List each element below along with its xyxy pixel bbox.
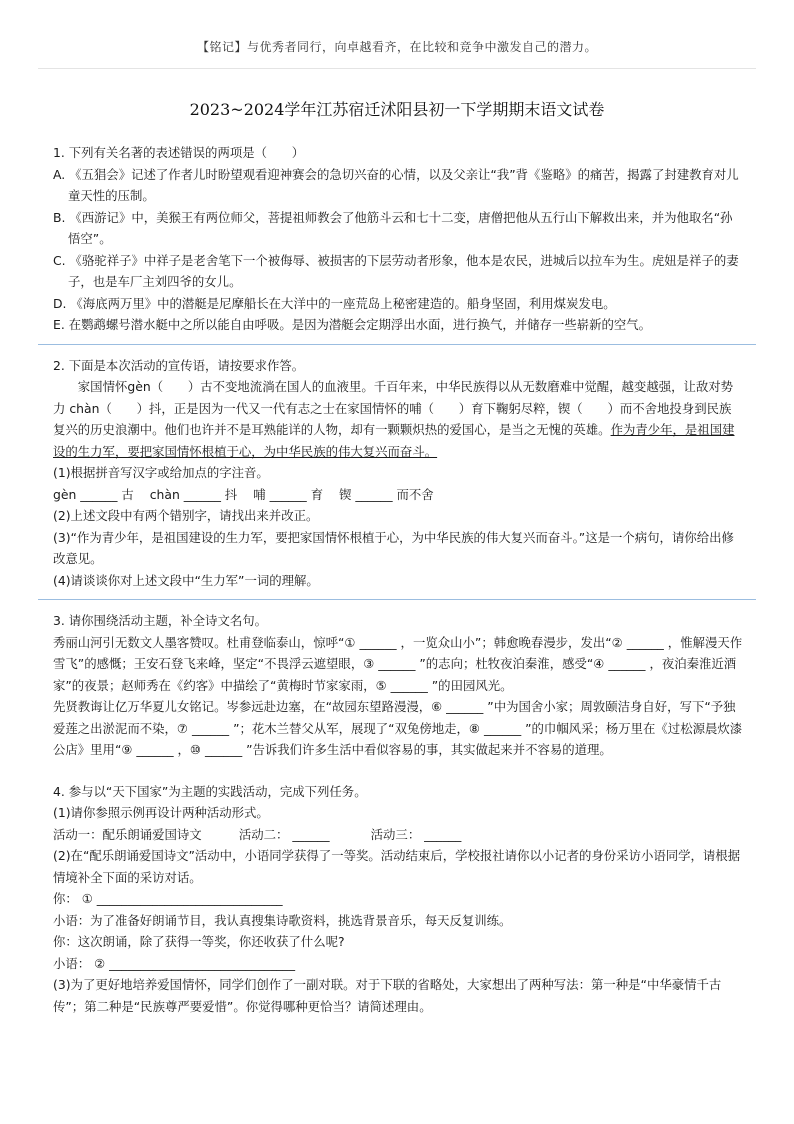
q4-sub3: (3)为了更好地培养爱国情怀，同学们创作了一副对联。对于下联的省略处，大家想出了两种写法：第一种是“中华豪情千古传”；第二种是“民族尊严要爱惜”。你觉得哪种更恰当？请简述理由。	[53, 977, 722, 1014]
q4-activities: 活动一：配乐朗诵爱国诗文 活动二： ______ 活动三： ______	[53, 826, 462, 842]
q2-fill-qie: 锲 ______ 而不舍	[339, 486, 434, 502]
q3-paragraph-2: 先贤教诲让亿万华夏儿女铭记。岑参远赴边塞，在“故园东望路漫漫，⑥ ______ ”中为国舍小家；周敦颐洁身自好，写下“予独爱莲之出淤泥而不染，⑦ ______ ”；花木兰替父从军，展现了“双兔傍地走，⑧ ______ ”的巾帼风采；杨万里在《过松源晨炊漆公店》里用“⑨ ______ ，⑩ ______ ”告诉我们许多生活中看似容易的事，其实做起来并不容易的道理。	[53, 699, 743, 757]
page-title: 2023~2024学年江苏宿迁沭阳县初一下学期期末语文试卷	[189, 100, 605, 119]
q3-stem: 3. 请你围绕活动主题，补全诗文名句。	[53, 613, 268, 628]
q2-fill-gen: gèn ______ 古	[53, 486, 134, 502]
q2-underlined-sentence: 作为青少年，是祖国建设的生力军，要把家国情怀根植于心，为中华民族的伟大复兴而奋斗。	[53, 422, 735, 459]
q4-dialog-you-2: 你：这次朗诵，除了获得一等奖，你还收获了什么呢?	[53, 934, 345, 949]
q2-passage-text: 家国情怀gèn（ ）古不变地流淌在国人的血液里。千百年来，中华民族得以从无数磨难中觉醒，越变越强，让敌对势力 chàn（ ）抖，正是因为一代又一代有志之士在家国情怀的哺（ ）育下鞠躬尽粹，锲（ ）而不舍地投身到民族复兴的历史浪潮中。他们也许并不是耳熟能详的人物，却有一颗颗炽热的爱国心，是当之无愧的英雄。	[53, 379, 734, 437]
q2-fill-bu: 哺 ______ 育	[253, 486, 324, 502]
exam-content	[53, 142, 743, 1017]
q4-stem: 4. 参与以“天下国家”为主题的实践活动，完成下列任务。	[53, 783, 367, 799]
q3-paragraph-1: 秀丽山河引无数文人墨客赞叹。杜甫登临泰山，惊呼“① ______ ，一览众山小”；韩愈晚春漫步，发出“② ______ ，惟解漫天作雪飞”的感慨；王安石登飞来峰，坚定“不畏浮云遮望眼，③ ______ ”的志向；杜牧夜泊秦淮，感受“④ ______ ，夜泊秦淮近酒家”的夜景；赵师秀在《约客》中描绘了“黄梅时节家家雨，⑤ ______ ”的田园风光。	[53, 634, 743, 693]
question-4	[53, 781, 743, 1018]
q4-dialog-xiaoyu-1: 小语：为了准备好朗诵节目，我认真搜集诗歌资料，挑选背景音乐，每天反复训练。	[53, 912, 512, 928]
q4-dialog-you-1: 你： ① ______________________________	[53, 891, 283, 906]
header-motto: 【铭记】与优秀者同行，向卓越看齐，在比较和竞争中激发自己的潜力。	[196, 40, 597, 54]
q1-option-c: C. 《骆驼祥子》中祥子是老舍笔下一个被侮辱、被损害的下层劳动者形象，他本是农民，进城后以拉车为生。虎妞是祥子的妻子，也是车厂主刘四爷的女儿。	[53, 252, 739, 289]
q4-sub1: (1)请你参照示例再设计两种活动形式。	[53, 805, 269, 820]
q4-sub2: (2)在“配乐朗诵爱国诗文”活动中，小语同学获得了一等奖。活动结束后，学校报社请你以小记者的身份采访小语同学，请根据情境补全下面的采访对话。	[53, 848, 741, 885]
q2-sub1: (1)根据拼音写汉字或给加点的字注音。	[53, 465, 269, 480]
q2-passage	[53, 376, 743, 462]
header-divider	[38, 68, 756, 69]
q1-option-a: A. 《五猖会》记述了作者儿时盼望观看迎神赛会的急切兴奋的心情，以及父亲让“我”背《鉴略》的痛苦，揭露了封建教育对儿童天性的压制。	[53, 166, 739, 203]
q1-option-d: D. 《海底两万里》中的潜艇是尼摩船长在大洋中的一座荒岛上秘密建造的。船身坚固，利用煤炭发电。	[53, 295, 616, 311]
question-3	[53, 610, 743, 761]
q2-sub4: (4)请谈谈你对上述文段中“生力军”一词的理解。	[53, 572, 319, 588]
q2-stem: 2. 下面是本次活动的宣传语，请按要求作答。	[53, 357, 305, 373]
q1-stem: 1. 下列有关名著的表述错误的两项是（ ）	[53, 145, 305, 160]
section-divider	[38, 599, 756, 600]
question-2	[53, 355, 743, 592]
q2-sub3: (3)“作为青少年，是祖国建设的生力军，要把家国情怀根植于心，为中华民族的伟大复兴而奋斗。”这是一个病句，请你给出修改意见。	[53, 529, 734, 566]
q1-option-e: E. 在鹦鹉螺号潜水艇中之所以能自由呼吸。是因为潜艇会定期浮出水面，进行换气，并储存一些崭新的空气。	[53, 317, 652, 332]
section-divider	[38, 344, 756, 345]
q1-option-b: B. 《西游记》中，美猴王有两位师父，菩提祖师教会了他筋斗云和七十二变，唐僧把他从五行山下解救出来，并为他取名“孙悟空”。	[53, 209, 733, 246]
question-1	[53, 142, 743, 336]
section-gap	[53, 761, 743, 781]
q2-fill-row	[53, 484, 743, 506]
q4-dialog-xiaoyu-2: 小语： ② ______________________________	[53, 955, 296, 971]
q2-sub2: (2)上述文段中有两个错别字，请找出来并改正。	[53, 508, 319, 523]
q2-fill-chan: chàn ______ 抖	[149, 486, 238, 502]
